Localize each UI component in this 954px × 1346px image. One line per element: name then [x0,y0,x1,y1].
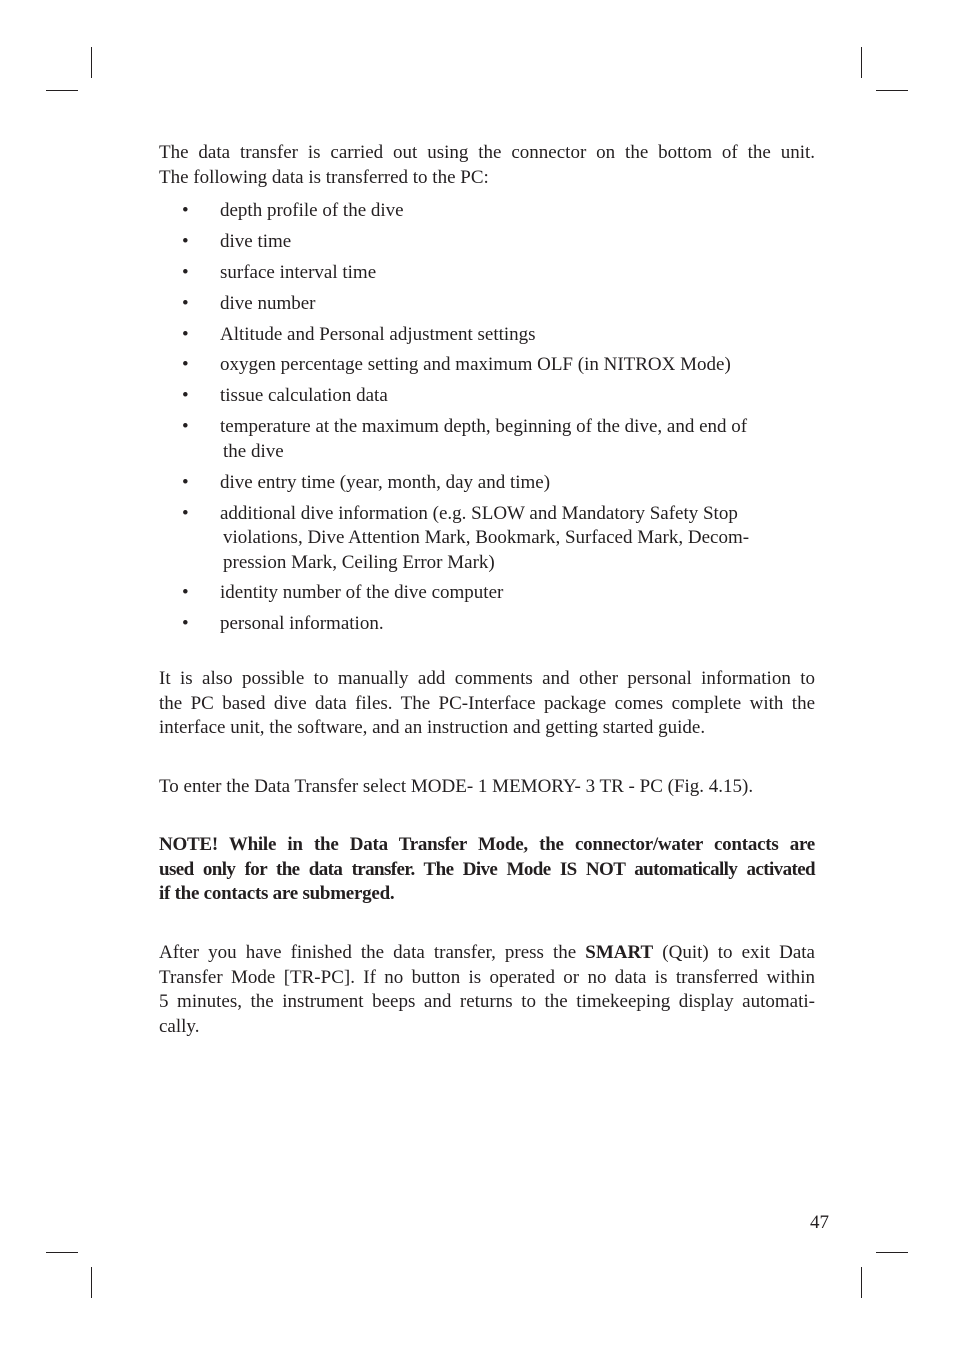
after-line-3: 5 minutes, the instrument beeps and returns to the timekeeping display automati- [159,991,815,1012]
note-paragraph [159,833,815,907]
bullet-icon: • [182,354,189,376]
bullet-icon: • [182,261,189,283]
crop-mark-bottom-right-horizontal [876,1252,908,1253]
list-item: • identity number of the dive computer [159,581,815,606]
note-line-1: NOTE! While in the Data Transfer Mode, the connector/water contacts are [159,834,815,855]
bullet-icon: • [182,200,189,221]
crop-mark-bottom-right-vertical [861,1267,862,1298]
note-line-2: used only for the data transfer. The Dive Mode IS NOT automatically activated [159,858,815,880]
crop-mark-top-right-vertical [861,47,862,78]
enter-transfer-line: To enter the Data Transfer select MODE- 1 MEMORY- 3 TR - PC (Fig. 4.15). [159,776,754,797]
list-item: • depth profile of the dive [159,199,815,224]
list-item: • oxygen percentage setting and maximum OLF (in NITROX Mode) [159,353,815,378]
bullet-icon: • [182,416,189,438]
list-item: • additional dive information (e.g. SLOW and Mandatory Safety Stop violations, Dive Attention Mark, Bookmark, Surfaced Mark, Decom- pression Mark, Ceiling Error Mark) [182,502,750,573]
page-number: 47 [810,1212,829,1233]
bullet-icon: • [182,230,189,252]
comments-line-3: interface unit, the software, and an instruction and getting started guide. [159,717,706,738]
bullet-icon: • [182,385,189,407]
list-item: • tissue calculation data [159,384,815,409]
crop-mark-top-right-horizontal [876,90,908,91]
after-line-1: After you have finished the data transfer, press the SMART (Quit) to exit Data [159,942,815,963]
crop-mark-bottom-left-horizontal [46,1252,78,1253]
bullet-icon: • [182,613,189,635]
crop-mark-top-left-horizontal [46,90,78,91]
list-item: • dive entry time (year, month, day and time) [159,471,815,496]
list-item: • Altitude and Personal adjustment settings [159,323,815,348]
note-line-3: if the contacts are submerged. [159,883,395,904]
intro-line-1: The data transfer is carried out using the connector on the bottom of the unit. [159,142,815,163]
list-item: • surface interval time [159,261,815,286]
bullet-icon: • [182,323,189,345]
bullet-icon: • [182,582,189,604]
intro-paragraph [159,141,815,190]
after-line-2: Transfer Mode [TR-PC]. If no button is operated or no data is transferred within [159,966,815,988]
transferred-data-list [159,199,815,643]
intro-line-2: The following data is transferred to the PC: [159,166,489,188]
list-item: • dive time [159,230,815,255]
crop-mark-bottom-left-vertical [91,1267,92,1298]
after-transfer-paragraph [159,941,815,1039]
smart-button-name: SMART [585,942,654,963]
list-item: • personal information. [159,612,815,637]
enter-transfer-paragraph [159,775,815,800]
bullet-icon: • [182,502,189,524]
list-item: • dive number [159,292,815,317]
crop-mark-top-left-vertical [91,47,92,78]
comments-line-1: It is also possible to manually add comments and other personal information to [159,668,815,689]
comments-line-2: the PC based dive data files. The PC-Interface package comes complete with the [159,692,815,714]
comments-paragraph [159,667,815,741]
bullet-icon: • [182,292,189,314]
list-item: • temperature at the maximum depth, beginning of the dive, and end of the dive [182,416,748,462]
after-line-4: cally. [159,1015,200,1037]
bullet-icon: • [182,471,189,493]
